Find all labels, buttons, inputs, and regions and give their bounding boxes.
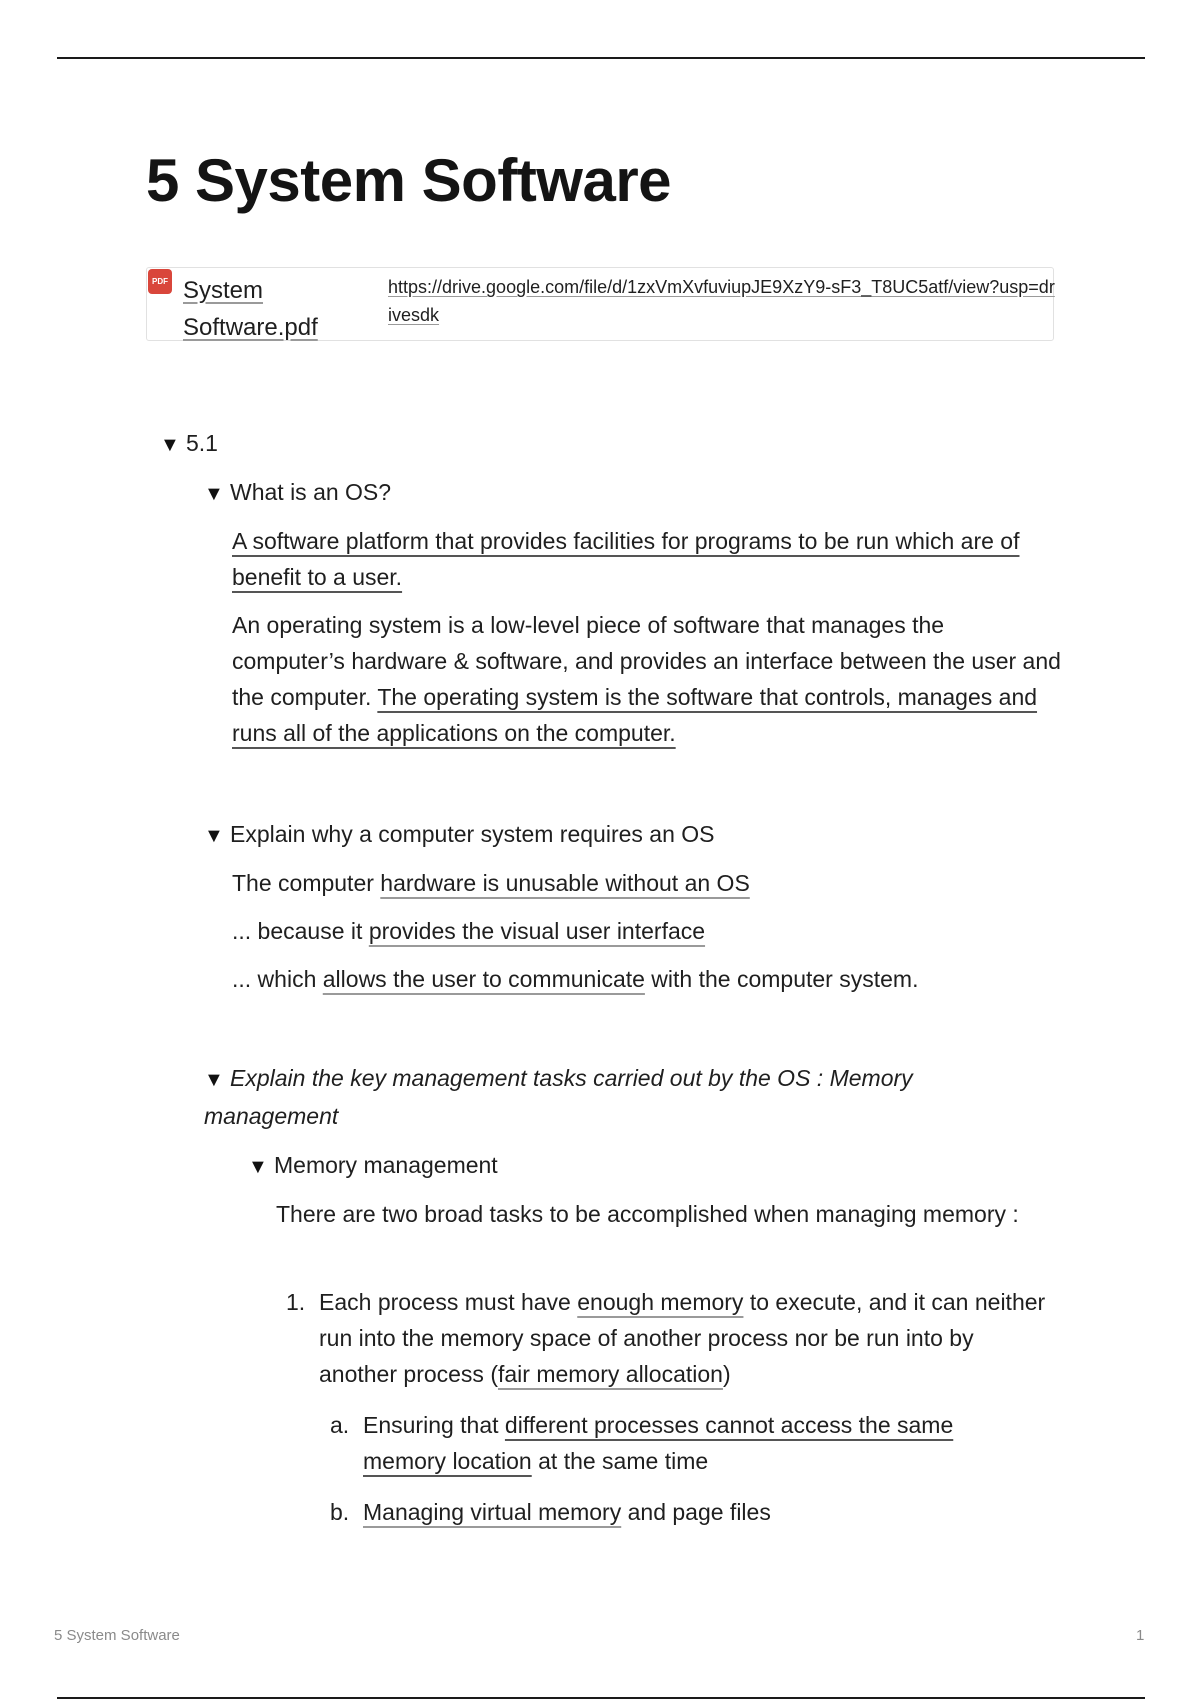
- os-definition-paragraph: [232, 523, 1062, 595]
- why-os-line-3: [232, 961, 918, 997]
- bottom-rule: [57, 1697, 1145, 1699]
- triangle-down-icon[interactable]: ▼: [204, 1069, 224, 1091]
- toggle-key-tasks-label: Explain the key management tasks carried out by the OS : Memory management: [204, 1065, 913, 1129]
- list-item-a: [320, 1407, 1040, 1479]
- os-description-highlight: The operating system is the software that controls, manages and runs all of the applications on the computer.: [232, 684, 1038, 746]
- toggle-why-os-label: Explain why a computer system requires an OS: [230, 821, 715, 847]
- toggle-key-tasks[interactable]: [204, 1060, 1034, 1134]
- list-item-1-text-c: to execute, and it can neither run into the memory space of another process nor be run into by another process (: [319, 1289, 1046, 1387]
- footer-title: 5 System Software: [54, 1627, 180, 1644]
- memory-intro-paragraph: [276, 1196, 1036, 1232]
- pdf-file-icon: PDF: [148, 269, 172, 294]
- list-item-1: [276, 1284, 1056, 1392]
- list-item-b: [320, 1494, 1040, 1530]
- toggle-what-is-os[interactable]: [204, 474, 391, 512]
- os-definition-text: A software platform that provides facilities for programs to be run which are of benefit to a user.: [232, 528, 1020, 590]
- why-os-line-1: [232, 865, 750, 901]
- list-item-a-highlight-b: different processes cannot access the same memory location: [363, 1412, 954, 1474]
- list-item-1-highlight-d: fair memory allocation: [497, 1361, 723, 1387]
- triangle-down-icon[interactable]: ▼: [204, 483, 224, 505]
- page-title: 5 System Software: [146, 147, 672, 214]
- list-item-b-text-b: and page files: [621, 1499, 771, 1525]
- why-os-line-2-highlight: provides the visual user interface: [368, 918, 706, 944]
- pdf-attachment[interactable]: [146, 267, 1054, 341]
- triangle-down-icon[interactable]: ▼: [160, 434, 180, 456]
- top-rule: [57, 57, 1145, 59]
- list-item-a-text-c: at the same time: [531, 1448, 709, 1474]
- toggle-memory-management-label: Memory management: [274, 1152, 498, 1178]
- list-item-1-text-e: ): [722, 1361, 731, 1387]
- list-marker-1: 1.: [286, 1289, 306, 1315]
- attachment-file-name[interactable]: System Software.pdf: [183, 277, 318, 341]
- footer-page-number: 1: [1136, 1627, 1145, 1644]
- list-item-1-text-a: Each process must have: [319, 1289, 578, 1315]
- list-item-a-text-a: Ensuring that: [363, 1412, 505, 1438]
- list-marker-b: b.: [330, 1499, 350, 1525]
- why-os-line-2-text: ... because it: [232, 918, 369, 944]
- why-os-line-1-highlight: hardware is unusable without an OS: [380, 870, 750, 896]
- os-description-text: An operating system is a low-level piece of software that manages the computer’s hardware & software, and provides an interface between the user and the computer.: [232, 612, 1061, 710]
- why-os-line-3-text-end: with the computer system.: [644, 966, 919, 992]
- list-item-b-highlight-a: Managing virtual memory: [363, 1499, 622, 1525]
- why-os-line-3-text: ... which: [232, 966, 323, 992]
- toggle-what-is-os-label: What is an OS?: [230, 479, 392, 505]
- triangle-down-icon[interactable]: ▼: [204, 825, 224, 847]
- toggle-memory-management[interactable]: [248, 1147, 498, 1185]
- triangle-down-icon[interactable]: ▼: [248, 1156, 268, 1178]
- list-item-1-highlight-b: enough memory: [577, 1289, 744, 1315]
- os-description-paragraph: [232, 607, 1062, 751]
- memory-intro-text: There are two broad tasks to be accomplished when managing memory :: [276, 1201, 1019, 1227]
- why-os-line-1-text: The computer: [232, 870, 381, 896]
- attachment-url[interactable]: https://drive.google.com/file/d/1zxVmXvfuviupJE9XzY9-sF3_T8UC5atf/view?usp=drivesdk: [388, 277, 1055, 325]
- toggle-5-1-label: 5.1: [186, 430, 218, 456]
- why-os-line-2: [232, 913, 705, 949]
- toggle-why-os[interactable]: [204, 816, 714, 854]
- toggle-5-1[interactable]: [160, 425, 218, 463]
- list-marker-a: a.: [330, 1412, 350, 1438]
- why-os-line-3-highlight: allows the user to communicate: [322, 966, 645, 992]
